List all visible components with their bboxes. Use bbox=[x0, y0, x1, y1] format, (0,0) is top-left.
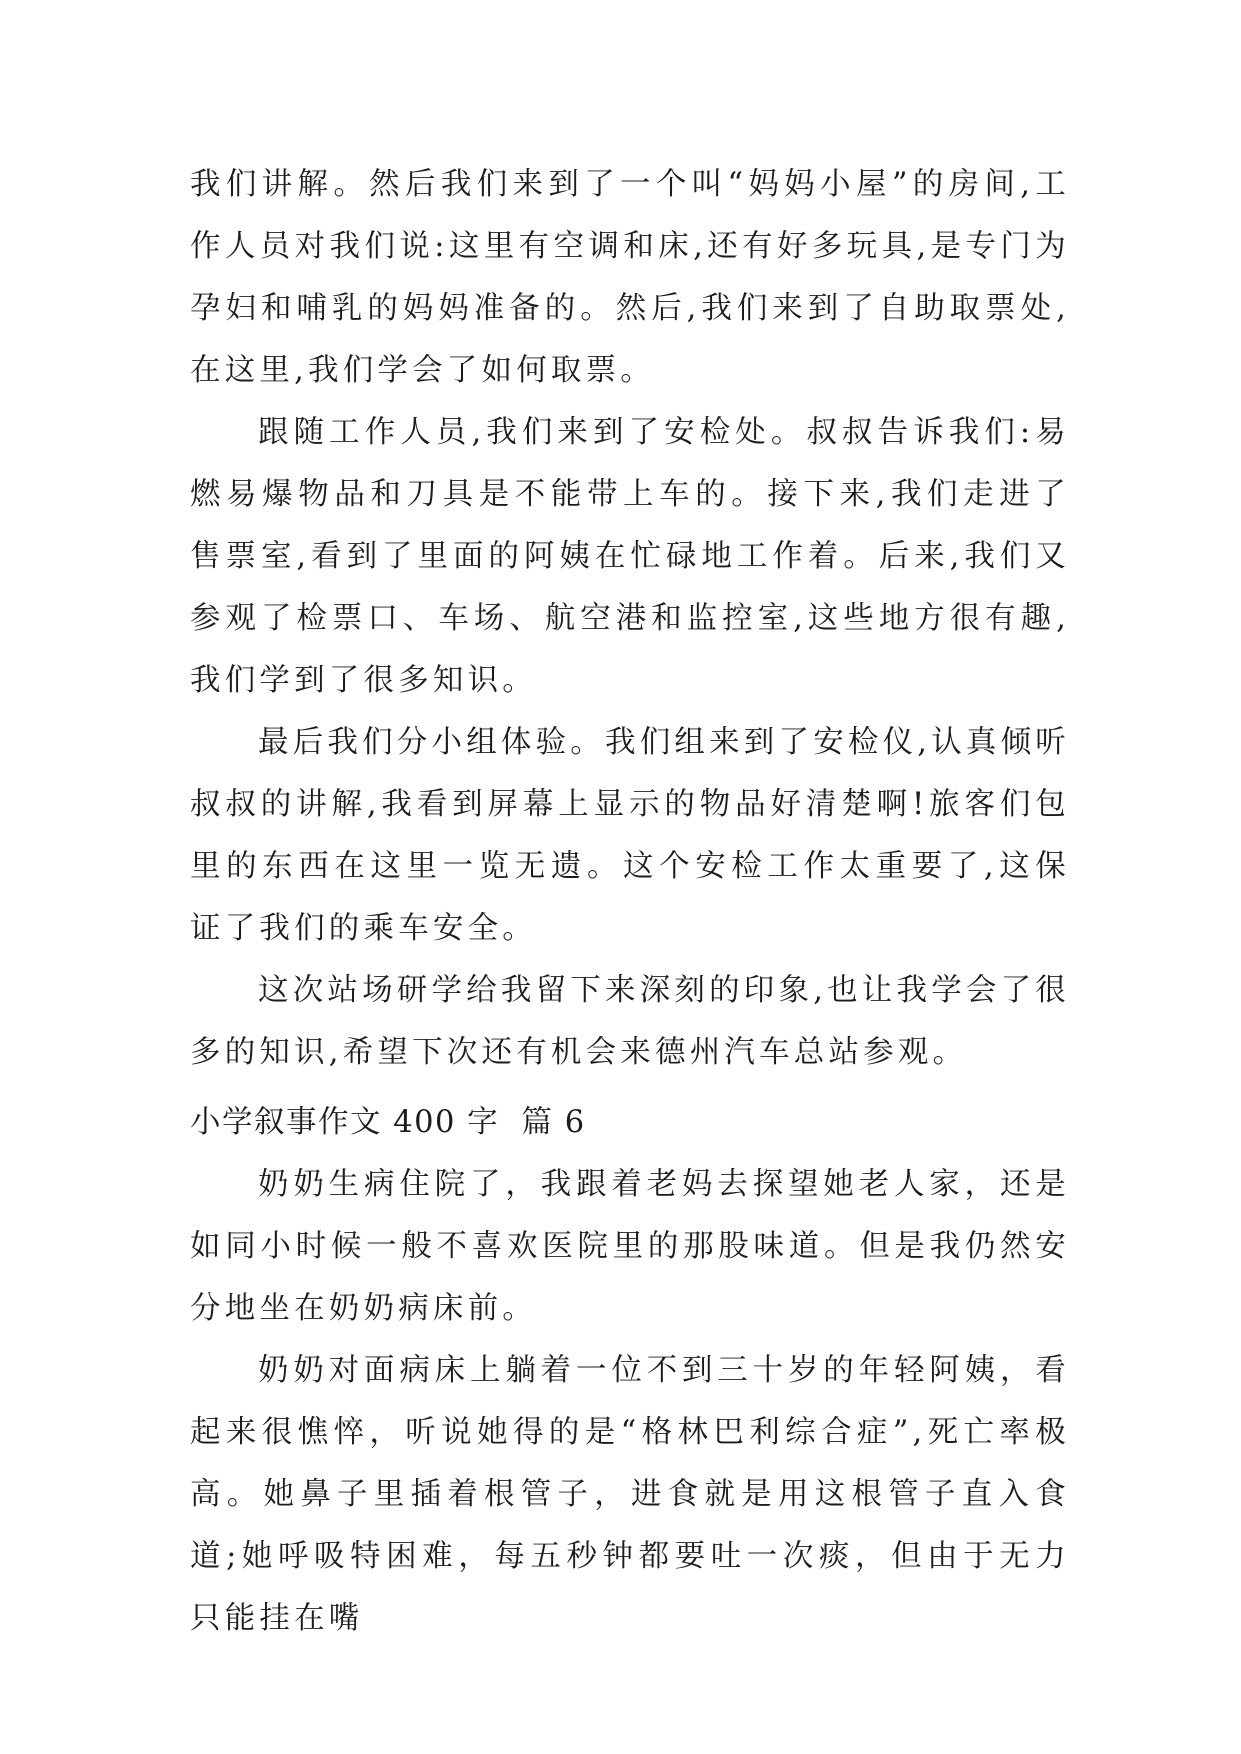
section-heading: 小学叙事作文 400 字 篇 6 bbox=[190, 1105, 586, 1140]
paragraph: 奶奶对面病床上躺着一位不到三十岁的年轻阿姨，看起来很憔悴，听说她得的是“格林巴利综合症”,死亡率极高。她鼻子里插着根管子，进食就是用这根管子直入食道;她呼吸特困难，每五秒钟都要吐一次痰，但由于无力只能挂在嘴 bbox=[190, 1353, 1070, 1636]
paragraph: 奶奶生病住院了，我跟着老妈去探望她老人家，还是如同小时候一般不喜欢医院里的那股味道。但是我仍然安分地坐在奶奶病床前。 bbox=[190, 1167, 1070, 1326]
paragraph: 跟随工作人员,我们来到了安检处。叔叔告诉我们:易燃易爆物品和刀具是不能带上车的。接下来,我们走进了售票室,看到了里面的阿姨在忙碌地工作着。后来,我们又参观了检票口、车场、航空港和监控室,这些地方很有趣,我们学到了很多知识。 bbox=[190, 415, 1070, 698]
paragraph: 这次站场研学给我留下来深刻的印象,也让我学会了很多的知识,希望下次还有机会来德州汽车总站参观。 bbox=[190, 973, 1070, 1070]
paragraph: 最后我们分小组体验。我们组来到了安检仪,认真倾听叔叔的讲解,我看到屏幕上显示的物品好清楚啊!旅客们包里的东西在这里一览无遗。这个安检工作太重要了,这保证了我们的乘车安全。 bbox=[190, 725, 1070, 946]
essay-section-6 bbox=[190, 1154, 1070, 1650]
essay-continuation bbox=[190, 154, 1070, 1084]
paragraph: 我们讲解。然后我们来到了一个叫“妈妈小屋”的房间,工作人员对我们说:这里有空调和床,还有好多玩具,是专门为孕妇和哺乳的妈妈准备的。然后,我们来到了自助取票处,在这里,我们学会了如何取票。 bbox=[190, 167, 1070, 388]
